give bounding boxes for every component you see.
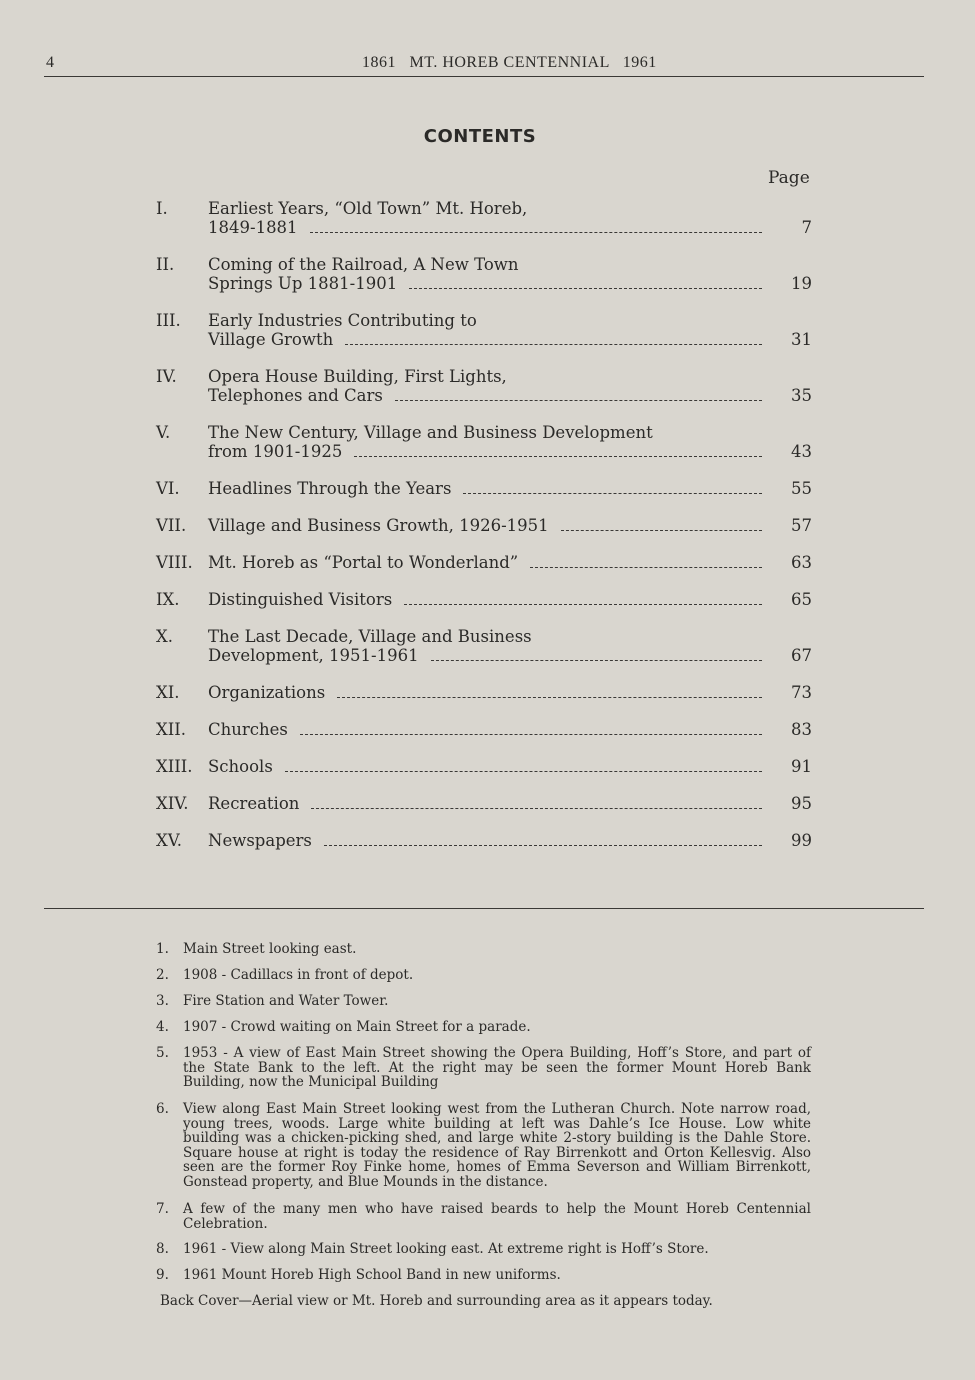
caption-text: A few of the many men who have raised beards to help the Mount Horeb Centennial Celebration.: [183, 1201, 811, 1232]
chapter-title: Recreation: [208, 794, 300, 813]
chapter-number: V.: [156, 423, 171, 442]
caption-number: 5.: [156, 1045, 169, 1061]
chapter-page: 65: [791, 590, 812, 609]
chapter-title-line2: 1849-1881: [208, 218, 298, 237]
chapter-title: Headlines Through the Years: [208, 479, 452, 498]
contents-heading: CONTENTS: [423, 126, 537, 147]
chapter-title: Mt. Horeb as “Portal to Wonderland”: [208, 553, 519, 572]
chapter-number: XII.: [156, 720, 187, 739]
caption-number: 6.: [156, 1101, 169, 1117]
chapter-page: 19: [791, 274, 812, 293]
chapter-page: 99: [791, 831, 812, 850]
leader-dots: [285, 759, 762, 772]
leader-dots: [300, 722, 762, 735]
caption-number: 3.: [156, 993, 169, 1009]
running-title: 1861 MT. HOREB CENTENNIAL 1961: [362, 54, 657, 71]
leader-dots: [310, 220, 762, 233]
chapter-number: III.: [156, 311, 181, 330]
page-number: 4: [46, 54, 55, 71]
chapter-title-line1: Earliest Years, “Old Town” Mt. Horeb,: [208, 199, 528, 218]
chapter-title-line2: Development, 1951-1961: [208, 646, 419, 665]
chapter-number: XV.: [156, 831, 183, 850]
leader-dots: [409, 276, 762, 289]
chapter-page: 31: [791, 330, 812, 349]
chapter-number: VI.: [156, 479, 180, 498]
chapter-page: 95: [791, 794, 812, 813]
caption-number: 9.: [156, 1267, 169, 1283]
running-header: [44, 52, 924, 77]
chapter-number: VIII.: [156, 553, 193, 572]
chapter-title: Organizations: [208, 683, 326, 702]
caption-number: 4.: [156, 1019, 169, 1035]
caption-text: Main Street looking east.: [183, 941, 357, 957]
chapter-number: IV.: [156, 367, 177, 386]
chapter-number: XIV.: [156, 794, 189, 813]
chapter-title: Village and Business Growth, 1926-1951: [208, 516, 549, 535]
chapter-number: XIII.: [156, 757, 193, 776]
leader-dots: [404, 592, 762, 605]
chapter-number: XI.: [156, 683, 180, 702]
chapter-page: 57: [791, 516, 812, 535]
back-cover-caption: Back Cover—Aerial view or Mt. Horeb and surrounding area as it appears today.: [160, 1293, 713, 1309]
caption-text: 1961 Mount Horeb High School Band in new uniforms.: [183, 1267, 561, 1283]
chapter-title-line1: Coming of the Railroad, A New Town: [208, 255, 519, 274]
chapter-title: Schools: [208, 757, 273, 776]
caption-text: 1953 - A view of East Main Street showing the Opera Building, Hoff’s Store, and part of the State Bank to the left. At the right may be seen the former Mount Horeb Bank Building, now the Municipal Building: [183, 1045, 811, 1091]
leader-dots: [395, 388, 762, 401]
caption-text: Fire Station and Water Tower.: [183, 993, 389, 1009]
chapter-title-line1: Opera House Building, First Lights,: [208, 367, 507, 386]
chapter-title-line1: The New Century, Village and Business Development: [208, 423, 653, 442]
chapter-title-line2: Village Growth: [208, 330, 334, 349]
chapter-page: 63: [791, 553, 812, 572]
chapter-page: 83: [791, 720, 812, 739]
caption-number: 1.: [156, 941, 169, 957]
chapter-page: 55: [791, 479, 812, 498]
chapter-number: I.: [156, 199, 168, 218]
caption-text: 1908 - Cadillacs in front of depot.: [183, 967, 414, 983]
chapter-title-line2: Springs Up 1881-1901: [208, 274, 398, 293]
caption-number: 2.: [156, 967, 169, 983]
leader-dots: [561, 518, 762, 531]
chapter-title-line1: The Last Decade, Village and Business: [208, 627, 532, 646]
leader-dots: [463, 481, 762, 494]
leader-dots: [337, 685, 762, 698]
chapter-page: 7: [801, 218, 812, 237]
chapter-number: X.: [156, 627, 173, 646]
chapter-page: 35: [791, 386, 812, 405]
leader-dots: [345, 332, 762, 345]
chapter-title-line2: from 1901-1925: [208, 442, 343, 461]
chapter-number: II.: [156, 255, 175, 274]
chapter-title-line1: Early Industries Contributing to: [208, 311, 477, 330]
section-divider: [44, 908, 924, 909]
caption-text: 1961 - View along Main Street looking east. At extreme right is Hoff’s Store.: [183, 1241, 709, 1257]
chapter-title: Distinguished Visitors: [208, 590, 393, 609]
caption-number: 8.: [156, 1241, 169, 1257]
chapter-number: VII.: [156, 516, 187, 535]
caption-number: 7.: [156, 1201, 169, 1217]
leader-dots: [354, 444, 762, 457]
chapter-page: 91: [791, 757, 812, 776]
page-column-label: Page: [768, 168, 810, 188]
chapter-title: Churches: [208, 720, 288, 739]
chapter-number: IX.: [156, 590, 180, 609]
leader-dots: [324, 833, 762, 846]
leader-dots: [311, 796, 762, 809]
chapter-page: 67: [791, 646, 812, 665]
chapter-title-line2: Telephones and Cars: [208, 386, 383, 405]
leader-dots: [530, 555, 762, 568]
leader-dots: [431, 648, 762, 661]
caption-text: 1907 - Crowd waiting on Main Street for a parade.: [183, 1019, 531, 1035]
chapter-page: 73: [791, 683, 812, 702]
caption-text: View along East Main Street looking west from the Lutheran Church. Note narrow road, young trees, woods. Large white building at left was Dahle’s Ice House. Low white building was a chicken-picking shed, and large white 2-story building is the Dahle Store. Square house at right is today the residence of Ray Birrenkott and Orton Kellesvig. Also seen are the former Roy Finke home, homes of Emma Severson and William Birrenkott, Gonstead property, and Blue Mounds in the distance.: [183, 1101, 811, 1190]
chapter-title: Newspapers: [208, 831, 312, 850]
chapter-page: 43: [791, 442, 812, 461]
